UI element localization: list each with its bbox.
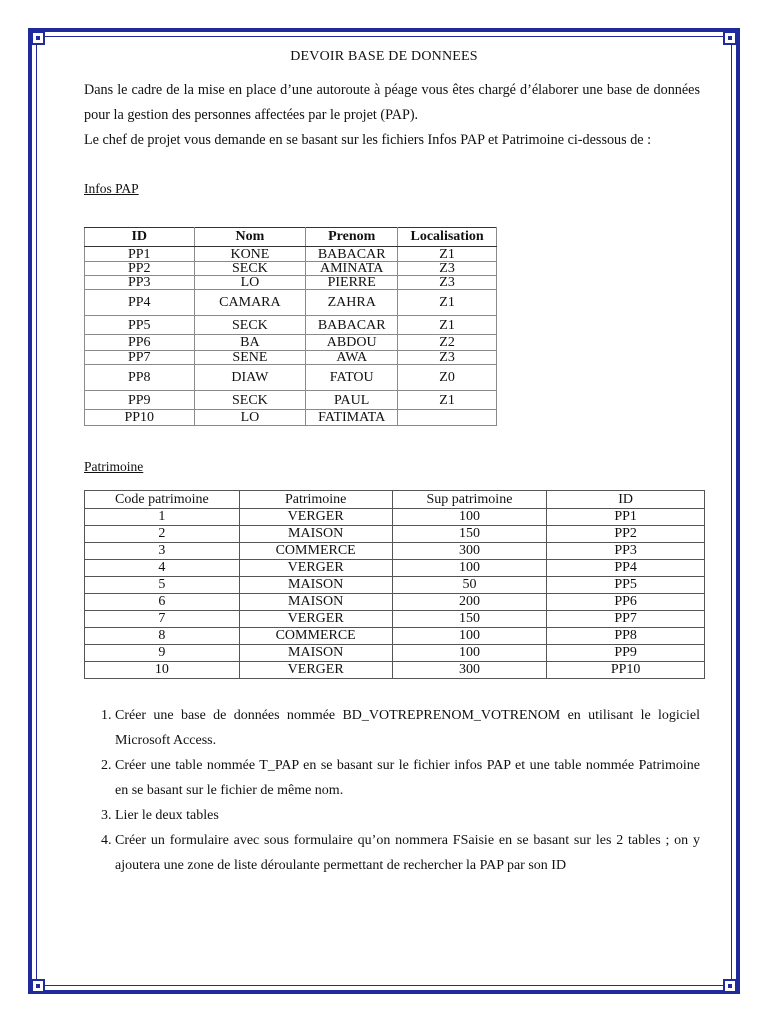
table-row xyxy=(85,645,705,662)
task-item: 1. Créer une base de données nommée BD_VOTREPRENOM_VOTRENOM en utilisant le logiciel Microsoft Access. xyxy=(115,703,700,753)
table-cell: 10 xyxy=(85,662,240,679)
table-cell: DIAW xyxy=(194,365,306,391)
table-row xyxy=(85,276,497,290)
table-cell xyxy=(398,410,497,426)
table-row xyxy=(85,391,497,410)
table-cell: PP6 xyxy=(85,335,195,351)
table-cell: PP3 xyxy=(547,543,705,560)
intro-paragraph-1: Dans le cadre de la mise en place d’une autoroute à péage vous êtes chargé d’élaborer une base de données pour la gestion des personnes affectées par le projet (PAP). xyxy=(84,82,700,123)
table-cell: 100 xyxy=(392,509,547,526)
table-cell: 100 xyxy=(392,560,547,577)
table-row xyxy=(85,526,705,543)
column-header: Patrimoine xyxy=(239,491,392,509)
table-cell: PP9 xyxy=(547,645,705,662)
table-cell: MAISON xyxy=(239,577,392,594)
table-cell: PP7 xyxy=(547,611,705,628)
table-cell: 100 xyxy=(392,628,547,645)
table-cell: 7 xyxy=(85,611,240,628)
task-item: 4. Créer un formulaire avec sous formulaire qu’on nommera FSaisie en se basant sur les 2 tables ; on y ajoutera une zone de liste déroulante permettant de rechercher la PAP par son ID xyxy=(115,828,700,878)
intro-text xyxy=(84,78,700,153)
corner-ornament-icon xyxy=(723,979,737,993)
table-cell: 9 xyxy=(85,645,240,662)
table-cell: PP1 xyxy=(85,247,195,262)
table-cell: AMINATA xyxy=(306,262,398,276)
table-cell: PP6 xyxy=(547,594,705,611)
patrimoine-label: Patrimoine xyxy=(84,459,144,474)
table-row xyxy=(85,316,497,335)
table-cell: 8 xyxy=(85,628,240,645)
table-cell: VERGER xyxy=(239,662,392,679)
table-cell: Z3 xyxy=(398,262,497,276)
table-row xyxy=(85,628,705,645)
column-header: ID xyxy=(547,491,705,509)
table-cell: MAISON xyxy=(239,526,392,543)
table-cell: VERGER xyxy=(239,509,392,526)
table-cell: 1 xyxy=(85,509,240,526)
table-cell: AWA xyxy=(306,351,398,365)
table-cell: Z3 xyxy=(398,276,497,290)
table-cell: PP2 xyxy=(85,262,195,276)
table-row xyxy=(85,611,705,628)
table-cell: PP10 xyxy=(547,662,705,679)
table-row xyxy=(85,290,497,316)
table-row xyxy=(85,594,705,611)
table-cell: 300 xyxy=(392,662,547,679)
table-row xyxy=(85,335,497,351)
table-cell: Z0 xyxy=(398,365,497,391)
table-cell: 150 xyxy=(392,611,547,628)
table-cell: 50 xyxy=(392,577,547,594)
infos-pap-label: Infos PAP xyxy=(84,181,139,196)
table-cell: PP4 xyxy=(85,290,195,316)
table-cell: SECK xyxy=(194,262,306,276)
table-cell: COMMERCE xyxy=(239,628,392,645)
table-cell: 6 xyxy=(85,594,240,611)
table-cell: KONE xyxy=(194,247,306,262)
table-row xyxy=(85,247,497,262)
corner-ornament-icon xyxy=(723,31,737,45)
table-cell: 2 xyxy=(85,526,240,543)
table-row xyxy=(85,365,497,391)
table-header-row xyxy=(85,491,705,509)
table-cell: 150 xyxy=(392,526,547,543)
task-item: 3. Lier le deux tables xyxy=(115,803,700,828)
table-cell: FATIMATA xyxy=(306,410,398,426)
table-cell: SECK xyxy=(194,316,306,335)
column-header: Prenom xyxy=(306,228,398,247)
column-header: Code patrimoine xyxy=(85,491,240,509)
table-cell: PP3 xyxy=(85,276,195,290)
table-cell: 5 xyxy=(85,577,240,594)
table-cell: 200 xyxy=(392,594,547,611)
table-cell: MAISON xyxy=(239,645,392,662)
table-row xyxy=(85,543,705,560)
table-cell: BA xyxy=(194,335,306,351)
table-cell: PAUL xyxy=(306,391,398,410)
table-cell: PP7 xyxy=(85,351,195,365)
table-cell: Z1 xyxy=(398,391,497,410)
table-cell: PP5 xyxy=(547,577,705,594)
table-row xyxy=(85,560,705,577)
table-cell: PP8 xyxy=(547,628,705,645)
document-title: DEVOIR BASE DE DONNEES xyxy=(290,49,478,64)
table-cell: PP5 xyxy=(85,316,195,335)
column-header: ID xyxy=(85,228,195,247)
table-cell: BABACAR xyxy=(306,247,398,262)
table-cell: ABDOU xyxy=(306,335,398,351)
corner-ornament-icon xyxy=(31,31,45,45)
table-cell: Z1 xyxy=(398,247,497,262)
table-row xyxy=(85,509,705,526)
table-cell: 300 xyxy=(392,543,547,560)
column-header: Nom xyxy=(194,228,306,247)
table-cell: Z1 xyxy=(398,316,497,335)
table-cell: MAISON xyxy=(239,594,392,611)
table-cell: Z1 xyxy=(398,290,497,316)
table-row xyxy=(85,662,705,679)
column-header: Sup patrimoine xyxy=(392,491,547,509)
patrimoine-table xyxy=(84,490,705,679)
table-row xyxy=(85,262,497,276)
table-cell: PP9 xyxy=(85,391,195,410)
table-cell: BABACAR xyxy=(306,316,398,335)
infos-pap-table xyxy=(84,227,497,426)
table-cell: VERGER xyxy=(239,560,392,577)
table-cell: FATOU xyxy=(306,365,398,391)
task-list xyxy=(90,703,700,878)
table-cell: 4 xyxy=(85,560,240,577)
intro-paragraph-2: Le chef de projet vous demande en se basant sur les fichiers Infos PAP et Patrimoine ci-dessous de : xyxy=(84,132,652,148)
table-cell: PP8 xyxy=(85,365,195,391)
table-cell: PP2 xyxy=(547,526,705,543)
table-cell: ZAHRA xyxy=(306,290,398,316)
table-cell: PP10 xyxy=(85,410,195,426)
table-cell: COMMERCE xyxy=(239,543,392,560)
column-header: Localisation xyxy=(398,228,497,247)
table-cell: LO xyxy=(194,276,306,290)
table-header-row xyxy=(85,228,497,247)
table-row xyxy=(85,577,705,594)
table-cell: PP1 xyxy=(547,509,705,526)
corner-ornament-icon xyxy=(31,979,45,993)
table-row xyxy=(85,351,497,365)
table-cell: PIERRE xyxy=(306,276,398,290)
table-cell: SENE xyxy=(194,351,306,365)
table-cell: LO xyxy=(194,410,306,426)
table-cell: 100 xyxy=(392,645,547,662)
table-row xyxy=(85,410,497,426)
task-item: 2. Créer une table nommée T_PAP en se basant sur le fichier infos PAP et une table nommée Patrimoine en se basant sur le fichier de même nom. xyxy=(115,753,700,803)
table-cell: Z3 xyxy=(398,351,497,365)
table-cell: PP4 xyxy=(547,560,705,577)
table-cell: Z2 xyxy=(398,335,497,351)
table-cell: VERGER xyxy=(239,611,392,628)
table-cell: SECK xyxy=(194,391,306,410)
table-cell: CAMARA xyxy=(194,290,306,316)
table-cell: 3 xyxy=(85,543,240,560)
